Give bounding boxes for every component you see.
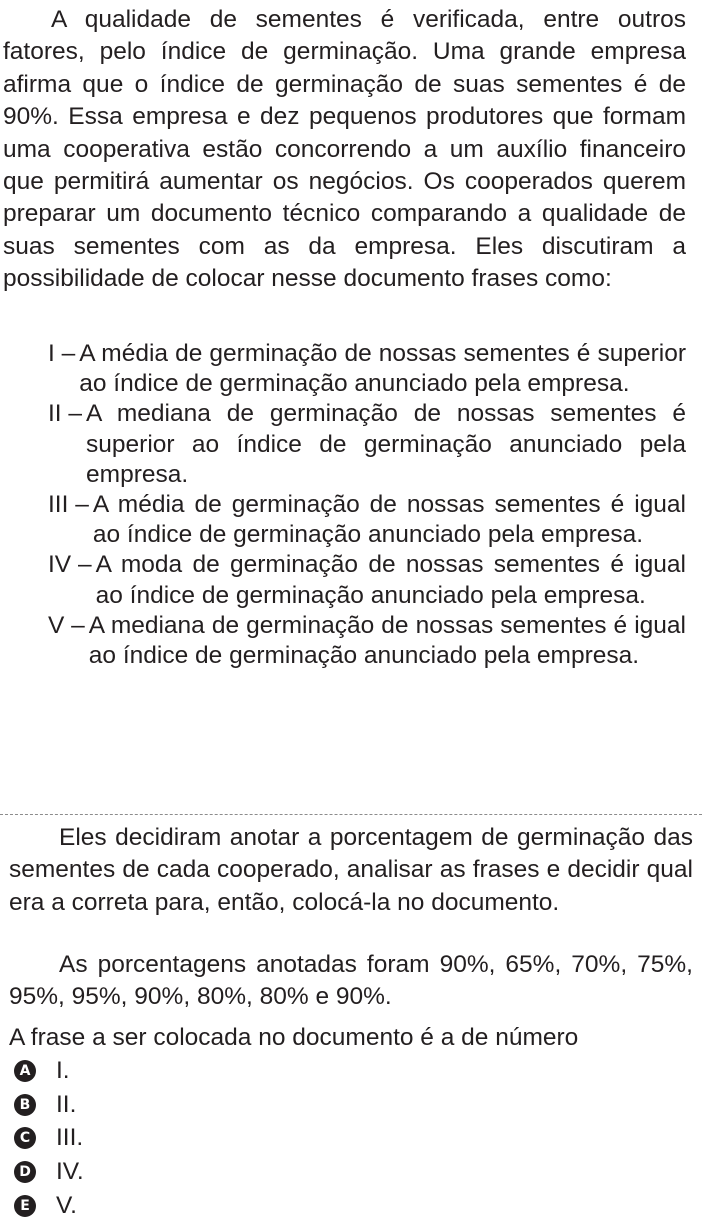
statement-text: A mediana de germinação de nossas sementes é superior ao índice de germinação anunciado pela empresa. [86,400,686,488]
option-letter-badge: D [14,1161,36,1183]
statement-item [48,550,686,610]
context-paragraph: Eles decidiram anotar a porcentagem de germinação das sementes de cada cooperado, analisar as frases e decidir qual era a correta para, então, colocá-la no documento. [9,824,693,916]
statement-text: A média de germinação de nossas sementes é superior ao índice de germinação anunciado pela empresa. [79,340,686,398]
statement-list [48,339,686,671]
option-text: IV. [56,1158,84,1186]
statement-text: A mediana de germinação de nossas sementes é igual ao índice de germinação anunciado pela empresa. [88,611,686,670]
option-letter-badge: E [14,1195,36,1217]
option-letter-badge: B [14,1094,36,1116]
statement-item [48,490,686,550]
statement-text: A média de germinação de nossas sementes é igual ao índice de germinação anunciado pela empresa. [92,491,686,549]
statement-number: IV – [48,551,92,579]
option-a[interactable] [14,1054,84,1088]
statement-number: II – [48,400,83,428]
option-d[interactable] [14,1155,84,1189]
option-text: II. [56,1090,77,1118]
option-e[interactable] [14,1189,84,1223]
statement-number: I – [48,340,76,367]
statement-item [48,611,686,671]
option-b[interactable] [14,1088,84,1122]
question-prompt: A frase a ser colocada no documento é a de número [9,1024,579,1051]
statement-number: V – [48,611,85,639]
dashed-divider [0,814,702,815]
statement-text: A moda de germinação de nossas sementes é igual ao índice de germinação anunciado pela empresa. [95,551,686,609]
option-text: V. [56,1192,77,1220]
statement-number: III – [48,491,89,519]
option-letter-badge: C [14,1127,36,1149]
answer-options [14,1054,84,1223]
option-text: I. [56,1056,70,1084]
statement-item [48,339,686,399]
option-letter-badge: A [14,1060,36,1082]
option-text: III. [56,1124,84,1152]
intro-paragraph: A qualidade de sementes é verificada, entre outros fatores, pelo índice de germinação. Uma grande empresa afirma que o índice de germinação de suas sementes é de 90%. Essa empresa e dez pequenos produtores que formam uma cooperativa estão concorrendo a um auxílio financeiro que permitirá aumentar os negócios. Os cooperados querem preparar um documento técnico comparando a qualidade de suas sementes com as da empresa. Eles discutiram a possibilidade de colocar nesse documento frases como: [3,6,686,293]
option-c[interactable] [14,1122,84,1156]
data-paragraph: As porcentagens anotadas foram 90%, 65%, 70%, 75%, 95%, 95%, 90%, 80%, 80% e 90%. [9,951,693,1011]
statement-item [48,399,686,490]
